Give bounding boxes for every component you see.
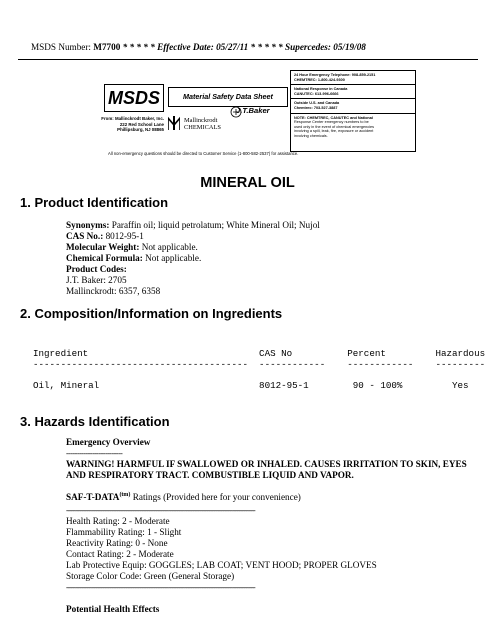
header-rule — [18, 59, 478, 60]
composition-table-header: Ingredient CAS No Percent Hazardous — [33, 348, 486, 359]
address-line: From: Mallinckrodt Baker, Inc. — [101, 116, 164, 121]
product-identification-body — [66, 220, 466, 297]
document-title: MINERAL OIL — [200, 175, 295, 191]
msds-number-label: MSDS Number: — [31, 42, 91, 52]
contact-block: 24 Hour Emergency Telephone: 908-859-2151 CHEMTREC: 1-800-424-9300 — [291, 71, 415, 85]
potential-health-effects-label: Potential Health Effects — [66, 604, 160, 615]
msds-banner — [88, 70, 416, 162]
mallinckrodt-wordmark: Mallinckrodt CHEMICALS — [184, 117, 221, 131]
saf-t-data-line: SAF-$T-DATA^{(tm)}$ Ratings (Provided here for your convenience) — [66, 492, 301, 503]
contact-note: NOTE: CHEMTREC, CANUTEC and National Response Center emergency numbers to be used only in the event of chemical emergencies involving a spill, leak, fire, exposure or accident involving chemicals. — [294, 115, 374, 138]
jt-baker-wordmark: J.T.Baker — [236, 106, 270, 115]
msds-header-line — [31, 42, 366, 52]
storage-color-code: Storage Color Code: Green (General Storage) — [66, 571, 235, 582]
composition-table-divider: --------------------------------------- ------------ ------------ --------- — [33, 359, 486, 370]
synonyms-line: Synonyms: Paraffin oil; liquid petrolatum; White Mineral Oil; Nujol — [66, 220, 320, 230]
effective-date: Effective Date: 05/27/11 — [157, 42, 249, 52]
ratings-divider: ----------------------------------------------------------------------------------------------------------- — [66, 583, 255, 593]
header-separator: * * * * * — [122, 42, 155, 52]
composition-table-row: Oil, Mineral 8012-95-1 90 - 100% Yes — [33, 380, 469, 391]
section-heading-product-identification: 1. Product Identification — [20, 195, 169, 210]
banner-title: Material Safety Data Sheet — [168, 87, 288, 107]
section-heading-hazards: 3. Hazards Identification — [20, 414, 170, 429]
warning-statement: WARNING! HARMFUL IF SWALLOWED OR INHALED. CAUSES IRRITATION TO SKIN, EYES AND RESPIRATORY TRACT. COMBUSTIBLE LIQUID AND VAPOR. — [66, 459, 467, 480]
msds-logo: MSDS — [104, 84, 164, 112]
header-separator: * * * * * — [250, 42, 283, 52]
reactivity-rating: Reactivity Rating: 0 - None — [66, 538, 168, 549]
cas-line: CAS No.: 8012-95-1 — [66, 231, 144, 241]
product-code: J.T. Baker: 2705 — [66, 275, 127, 285]
emergency-overview-label: Emergency Overview — [66, 437, 151, 447]
banner-footnote: All non-emergency questions should be directed to Customer Service (1-800-582-2537) for assistance. — [108, 151, 299, 156]
product-codes-label: Product Codes: — [66, 264, 127, 274]
ratings-divider: ----------------------------------------------------------------------------------------------------------- — [66, 506, 255, 516]
lab-protective-equipment: Lab Protective Equip: GOGGLES; LAB COAT; VENT HOOD; PROPER GLOVES — [66, 560, 377, 571]
contact-block: Outside U.S. and Canada Chemtrec: 703-527-3887 — [291, 99, 415, 113]
health-rating: Health Rating: 2 - Moderate — [66, 516, 170, 527]
section-heading-composition: 2. Composition/Information on Ingredients — [20, 306, 283, 321]
product-code: Mallinckrodt: 6357, 6358 — [66, 286, 161, 296]
address-line: 222 Red School Lane — [119, 121, 164, 127]
mallinckrodt-logo-icon — [168, 116, 180, 130]
flammability-rating: Flammability Rating: 1 - Slight — [66, 527, 182, 538]
supplier-address — [92, 116, 164, 133]
contact-block: National Response in Canada CANUTEC: 613-996-6666 — [291, 85, 415, 99]
supersedes-date: Supercedes: 05/19/08 — [285, 42, 366, 52]
address-line: Phillipsburg, NJ 08865 — [117, 127, 164, 133]
msds-number: M7700 — [93, 42, 121, 52]
emergency-contacts — [290, 70, 416, 152]
contact-rating: Contact Rating: 2 - Moderate — [66, 549, 174, 560]
chemical-formula-line: Chemical Formula: Not applicable. — [66, 253, 202, 263]
hazards-body — [66, 437, 471, 615]
molecular-weight-line: Molecular Weight: Not applicable. — [66, 242, 198, 252]
overview-divider: -------------------------- — [66, 449, 123, 458]
